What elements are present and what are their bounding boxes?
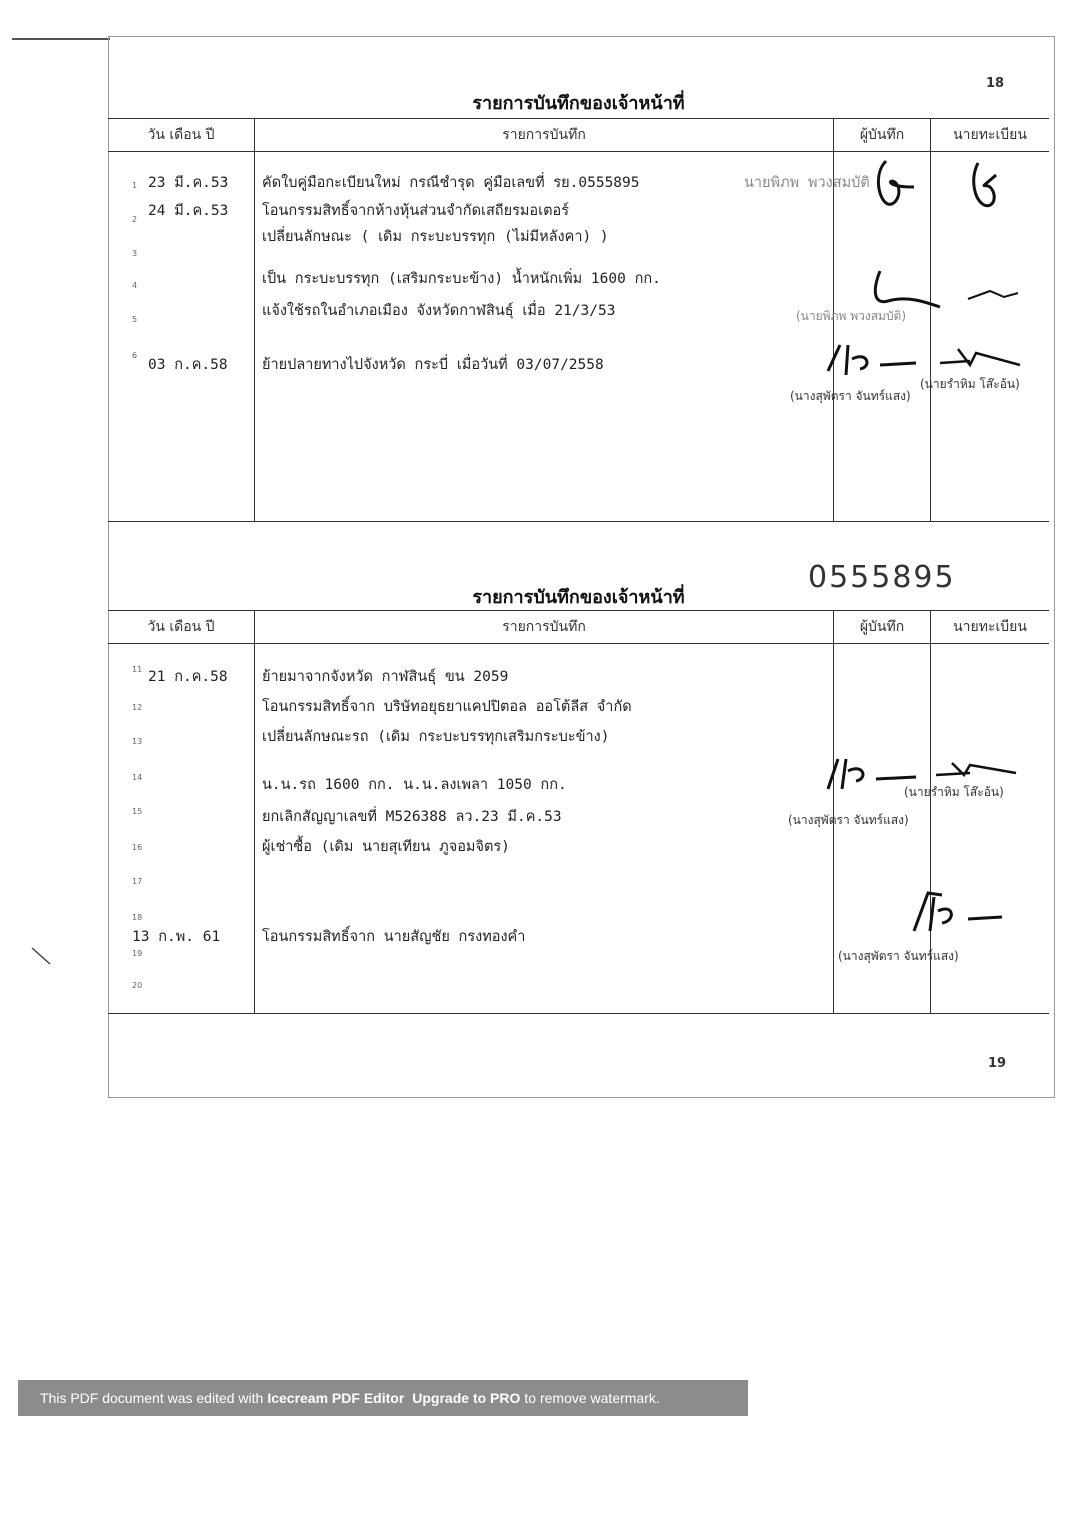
recorder-name: (นางสุพัตรา จันทร์แสง) <box>838 949 959 963</box>
document-number-stamp: 0555895 <box>808 560 956 595</box>
entry-date: 03 ก.ค.58 <box>148 357 228 373</box>
page-number: 19 <box>988 1056 1007 1071</box>
watermark-prefix: This PDF document was edited with <box>40 1390 264 1406</box>
line-number: 6 <box>132 351 138 360</box>
recorder-signature <box>856 153 916 213</box>
line-number: 16 <box>132 843 143 852</box>
entry-text: เปลี่ยนลักษณะรถ (เดิม กระบะบรรทุกเสริมกระบะข้าง) <box>262 729 610 745</box>
watermark-product[interactable]: Icecream PDF Editor <box>267 1390 405 1406</box>
record-table <box>108 118 1049 522</box>
sheet-title: รายการบันทึกของเจ้าหน้าที่ <box>472 587 685 608</box>
registrar-name: (นายรำหิม โส๊ะอ้น) <box>920 377 1020 391</box>
entry-extra-text: นายพิภพ พวงสมบัติ <box>744 175 870 191</box>
column-divider <box>254 611 255 1013</box>
record-table <box>108 610 1049 1014</box>
header-recorder: ผู้บันทึก <box>834 611 930 644</box>
watermark-suffix: to remove watermark. <box>524 1390 660 1406</box>
recorder-name: (นางสุพัตรา จันทร์แสง) <box>788 813 909 827</box>
record-sheet-page-18 <box>108 60 1049 520</box>
entry-text: ผู้เช่าซื้อ (เดิม นายสุเทียน ภูจอมจิตร) <box>262 839 510 855</box>
line-number: 1 <box>132 181 138 190</box>
sheet-title: รายการบันทึกของเจ้าหน้าที่ <box>472 93 685 114</box>
column-divider <box>930 119 931 521</box>
line-number: 3 <box>132 249 138 258</box>
page-number: 18 <box>986 76 1005 91</box>
line-number: 17 <box>132 877 143 886</box>
header-date: วัน เดือน ปี <box>108 611 254 644</box>
line-number: 19 <box>132 949 143 958</box>
entry-text: โอนกรรมสิทธิ์จากห้างหุ้นส่วนจำกัดเสถียรมอเตอร์ <box>262 203 569 219</box>
header-registrar: นายทะเบียน <box>931 611 1049 644</box>
header-registrar: นายทะเบียน <box>931 119 1049 152</box>
entry-text: เป็น กระบะบรรทุก (เสริมกระบะข้าง) น้ำหนักเพิ่ม 1600 กก. <box>262 271 661 287</box>
recorder-signature <box>898 881 1018 951</box>
watermark-upgrade-link[interactable]: Upgrade to PRO <box>412 1390 521 1406</box>
line-number: 15 <box>132 807 143 816</box>
scan-edge-line <box>12 38 110 40</box>
record-sheet-page-19 <box>108 560 1049 1071</box>
line-number: 18 <box>132 913 143 922</box>
recorder-name: (นางสุพัตรา จันทร์แสง) <box>790 389 911 403</box>
registrar-name: (นายรำหิม โส๊ะอ้น) <box>904 785 1004 799</box>
entry-date: 23 มี.ค.53 <box>148 175 229 191</box>
entry-text: คัดใบคู่มือกะเบียนใหม่ กรณีชำรุด คู่มือเลขที่ รย.0555895 <box>262 175 640 191</box>
header-date: วัน เดือน ปี <box>108 119 254 152</box>
entry-text: ยกเลิกสัญญาเลขที่ M526388 ลว.23 มี.ค.53 <box>262 809 562 825</box>
stray-pen-mark <box>30 946 54 970</box>
entry-text: โอนกรรมสิทธิ์จาก บริษัทอยุธยาแคปปิตอล ออโต้ลีส จำกัด <box>262 699 632 715</box>
registrar-signature <box>960 157 1010 213</box>
entry-text: ย้ายปลายทางไปจังหวัด กระบี่ เมื่อวันที่ 03/07/2558 <box>262 357 604 373</box>
line-number: 14 <box>132 773 143 782</box>
recorder-name: (นายพิภพ พวงสมบัติ) <box>796 309 907 323</box>
line-number: 5 <box>132 315 138 324</box>
entry-date: 13 ก.พ. 61 <box>132 929 221 945</box>
header-entry: รายการบันทึก <box>255 611 833 644</box>
watermark-banner[interactable] <box>18 1380 748 1416</box>
entry-text: เปลี่ยนลักษณะ ( เดิม กระบะบรรทุก (ไม่มีหลังคา) ) <box>262 229 609 245</box>
line-number: 12 <box>132 703 143 712</box>
line-number: 20 <box>132 981 143 990</box>
entry-text: แจ้งใช้รถในอำเภอเมือง จังหวัดกาฬสินธุ์ เมื่อ 21/3/53 <box>262 303 616 319</box>
entry-text: น.น.รถ 1600 กก. น.น.ลงเพลา 1050 กก. <box>262 777 567 793</box>
line-number: 2 <box>132 215 138 224</box>
entry-text: ย้ายมาจากจังหวัด กาฬสินธุ์ ขน 2059 <box>262 669 509 685</box>
entry-date: 24 มี.ค.53 <box>148 203 229 219</box>
line-number: 11 <box>132 665 143 674</box>
column-divider <box>254 119 255 521</box>
header-recorder: ผู้บันทึก <box>834 119 930 152</box>
line-number: 4 <box>132 281 138 290</box>
entry-text: โอนกรรมสิทธิ์จาก นายสัญชัย กรงทองคำ <box>262 929 526 945</box>
entry-date: 21 ก.ค.58 <box>148 669 228 685</box>
header-entry: รายการบันทึก <box>255 119 833 152</box>
line-number: 13 <box>132 737 143 746</box>
